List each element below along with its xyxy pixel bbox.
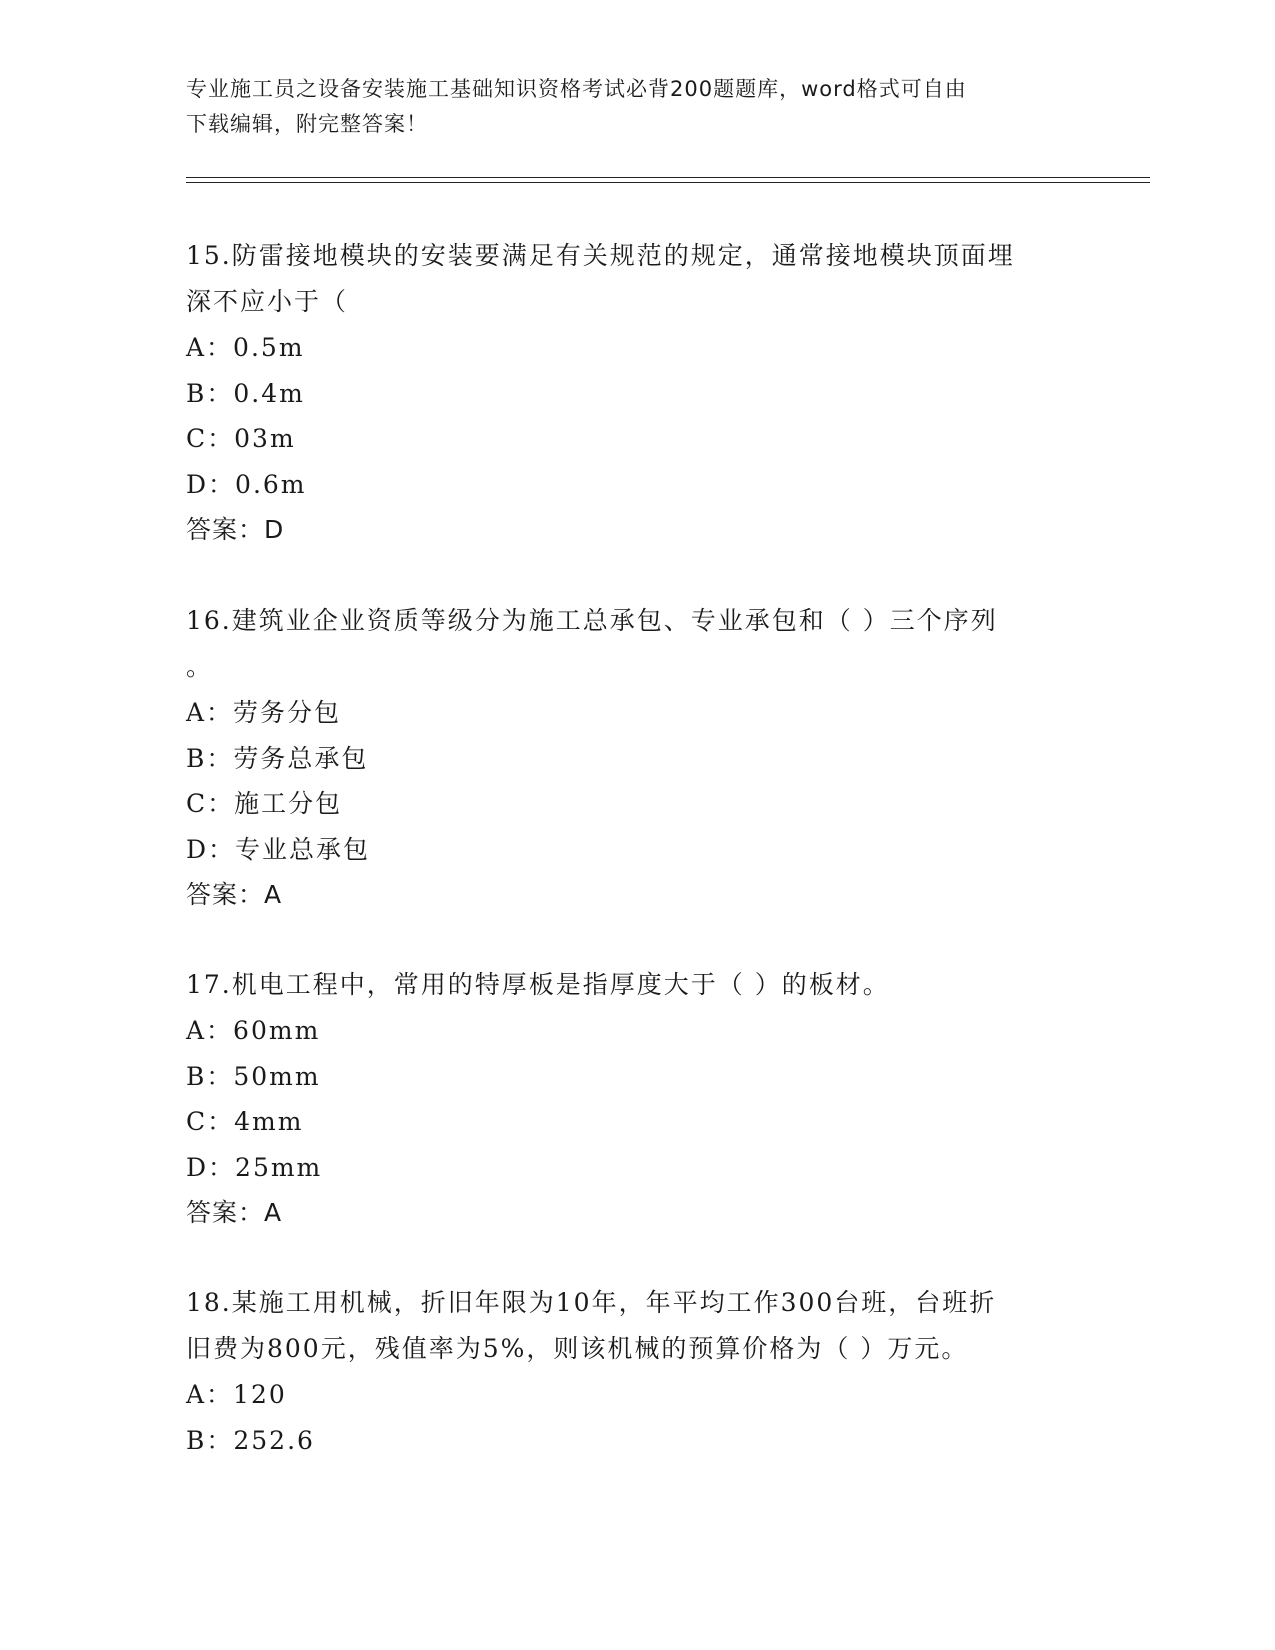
header-divider-bottom	[186, 182, 1150, 183]
question-stem-line: 。	[186, 652, 214, 681]
question-18	[186, 1280, 1066, 1463]
question-stem-line: 旧费为800元，残值率为5%，则该机械的预算价格为（ ）万元。	[186, 1334, 969, 1363]
header-line-1: 专业施工员之设备安装施工基础知识资格考试必背200题题库，word格式可自由	[186, 77, 967, 101]
option-d: D：25mm	[186, 1152, 323, 1182]
option-c: C：4mm	[186, 1107, 304, 1136]
document-header	[186, 72, 1066, 142]
option-c: C：03m	[186, 424, 296, 453]
question-stem-line: 15.防雷接地模块的安装要满足有关规范的规定，通常接地模块顶面埋	[186, 241, 1015, 270]
question-stem-line: 16.建筑业企业资质等级分为施工总承包、专业承包和（ ）三个序列	[186, 606, 998, 635]
option-a: A：0.5m	[186, 333, 305, 362]
option-b: B：劳务总承包	[186, 743, 369, 773]
answer-line: 答案：D	[186, 515, 285, 544]
question-stem-line: 17.机电工程中，常用的特厚板是指厚度大于（ ）的板材。	[186, 970, 890, 999]
answer-line: 答案：A	[186, 880, 283, 909]
question-15	[186, 233, 1066, 553]
option-b: B：252.6	[186, 1425, 315, 1455]
option-a: A：劳务分包	[186, 698, 342, 727]
option-a: A：60mm	[186, 1016, 321, 1045]
header-line-2: 下载编辑，附完整答案！	[186, 112, 428, 136]
option-c: C：施工分包	[186, 789, 343, 818]
answer-line: 答案：A	[186, 1198, 283, 1227]
question-stem-line: 深不应小于（	[186, 287, 349, 316]
question-stem-line: 18.某施工用机械，折旧年限为10年，年平均工作300台班，台班折	[186, 1288, 997, 1317]
option-d: D：0.6m	[186, 469, 307, 499]
header-divider-top	[186, 177, 1150, 178]
option-a: A：120	[186, 1380, 287, 1409]
question-17	[186, 962, 1066, 1236]
option-b: B：50mm	[186, 1061, 321, 1091]
option-d: D：专业总承包	[186, 834, 371, 864]
option-b: B：0.4m	[186, 378, 305, 408]
question-16	[186, 598, 1066, 918]
